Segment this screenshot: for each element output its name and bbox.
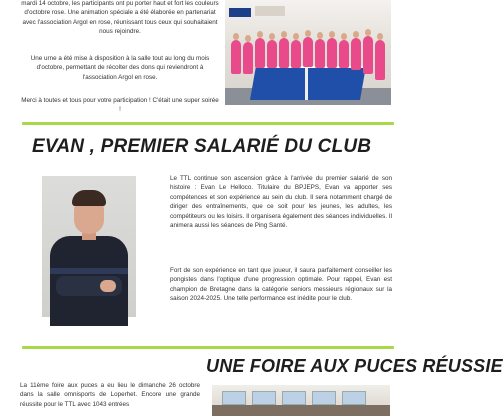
ping-pong-group-photo bbox=[225, 0, 391, 105]
section-divider bbox=[22, 346, 394, 349]
article2-paragraph-1: Le TTL continue son ascension grâce à l'arrivée du premier salarié de son histoire : Evan Le Hellocο. Titulaire du BPJEPS, Evan va apporter ses compétences et son expérience au sein du club. Il sera notamment chargé de diriger des entraînements, que ce soit pour les jeunes, les adultes, les compétiteurs ou les loisirs. Il organisera également des séances individuelles. Il animera aussi les séances de Ping Santé. bbox=[170, 175, 392, 230]
article1-paragraph-2: Une urne a été mise à disposition à la salle tout au long du mois d'octobre, permettant de récolter des dons qui reviendront à l'association Argol en rose. bbox=[30, 55, 210, 81]
article3-title: UNE FOIRE AUX PUCES RÉUSSIE bbox=[206, 356, 503, 376]
article3-paragraph-1: La 11ème foire aux puces a eu lieu le dimanche 26 octobre dans la salle omnisports de Loperhet. Encore une grande réussite pour le TTL avec 1043 entrées bbox=[20, 382, 200, 408]
section-divider bbox=[22, 122, 394, 125]
article1-paragraph-3: Merci à toutes et tous pour votre participation ! C'était une super soirée ! bbox=[21, 97, 219, 114]
flea-market-photo bbox=[212, 385, 390, 416]
article2-paragraph-2: Fort de son expérience en tant que joueur, il saura parfaitement conseiller les pongistes dans l'optique d'une progression optimale. Pour rappel, Evan est champion de Bretagne dans la catégorie seniors messieurs régionaux sur la saison 2024-2025. Une telle performance est inédite pour le club. bbox=[170, 267, 392, 303]
article1-paragraph-1: mardi 14 octobre, les participants ont pu porter haut et fort les couleurs d'octobre rose. Une animation spéciale a été élaborée en partenariat avec l'association Argol en rose, réunissant tous ceux qui souhaitaient nous rejoindre. bbox=[21, 0, 219, 36]
evan-portrait-photo bbox=[42, 176, 136, 317]
article2-title: EVAN , PREMIER SALARIÉ DU CLUB bbox=[32, 136, 372, 157]
